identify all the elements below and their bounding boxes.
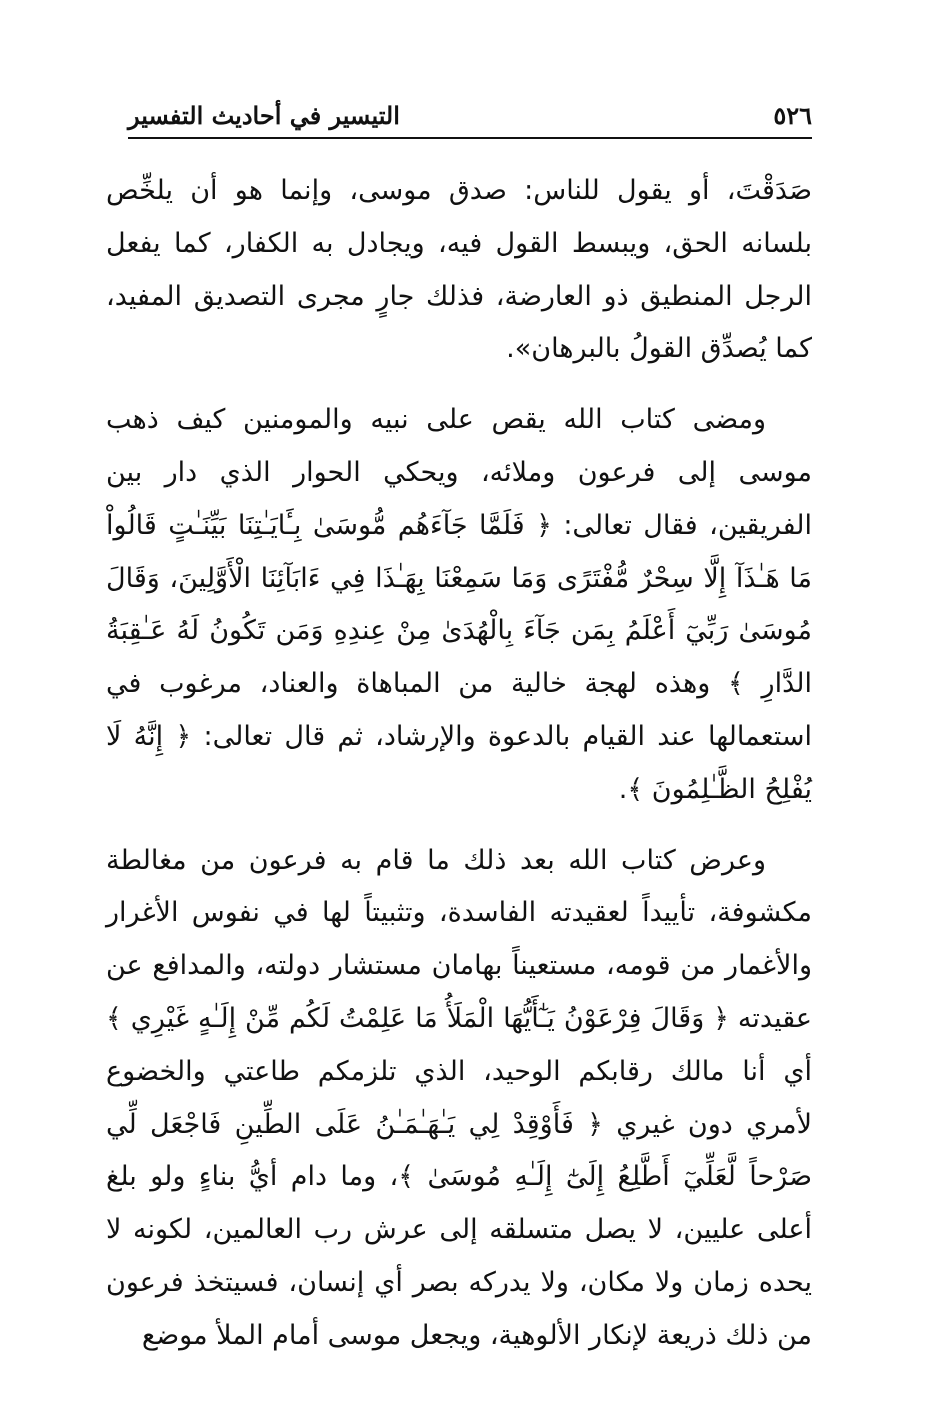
header-divider	[128, 137, 812, 139]
page-header	[128, 100, 812, 136]
running-title: التيسير في أحاديث التفسير	[128, 101, 400, 130]
paragraph-1: صَدَقْتَ، أو يقول للناس: صدق موسى، وإنما هو أن يلخِّص بلسانه الحق، ويبسط القول فيه، ويجادل به الكفار، كما يفعل الرجل المنطيق ذو العارضة، فذلك جارٍ مجرى التصديق المفيد، كما يُصدِّق القولُ بالبرهان».	[106, 175, 812, 365]
paragraph-2: ومضى كتاب الله يقص على نبيه والمومنين كيف ذهب موسى إلى فرعون وملائه، ويحكي الحوار الذي دار بين الفريقين، فقال تعالى: ﴿ فَلَمَّا جَآءَهُم مُّوسَىٰ بِـَٔايَـٰتِنَا بَيِّنَـٰتٍ قَالُواْ مَا هَـٰذَآ إِلَّا سِحْرٌ مُّفْتَرًى وَمَا سَمِعْنَا بِهَـٰذَا فِي ءَابَآئِنَا الْأَوَّلِينَ، وَقَالَ مُوسَىٰ رَبِّيٓ أَعْلَمُ بِمَن جَآءَ بِالْهُدَىٰ مِنْ عِندِهِ وَمَن تَكُونُ لَهُ عَـٰقِبَةُ الدَّارِ ﴾ وهذه لهجة خالية من المباهاة والعناد، مرغوب في استعمالها عند القيام بالدعوة والإرشاد، ثم قال تعالى: ﴿ إِنَّهُ لَا يُفْلِحُ الظَّـٰلِمُونَ ﴾.	[106, 404, 812, 805]
paragraph-3: وعرض كتاب الله بعد ذلك ما قام به فرعون من مغالطة مكشوفة، تأييداً لعقيدته الفاسدة، وتثبيتاً لها في نفوس الأغرار والأغمار من قومه، مستعيناً بهامان مستشار دولته، والمدافع عن عقيدته ﴿ وَقَالَ فِرْعَوْنُ يَـٰٓأَيُّهَا الْمَلَأُ مَا عَلِمْتُ لَكُم مِّنْ إِلَـٰهٍ غَيْرِي ﴾ أي أنا مالك رقابكم الوحيد، الذي تلزمكم طاعتي والخضوع لأمري دون غيري ﴿ فَأَوْقِدْ لِي يَـٰهَـٰمَـٰنُ عَلَى الطِّينِ فَاجْعَل لِّي صَرْحاً لَّعَلِّيٓ أَطَّلِعُ إِلَىٰٓ إِلَـٰهِ مُوسَىٰ ﴾، وما دام أيُّ بناءٍ ولو بلغ أعلى عليين، لا يصل متسلقه إلى عرش رب العالمين، لكونه لا يحده زمان ولا مكان، ولا يدركه بصر أي إنسان، فسيتخذ فرعون من ذلك ذريعة لإنكار الألوهية، ويجعل موسى أمام الملأ موضع	[106, 844, 812, 1351]
body-text	[106, 165, 812, 1363]
page-number: ٥٢٦	[773, 101, 812, 130]
